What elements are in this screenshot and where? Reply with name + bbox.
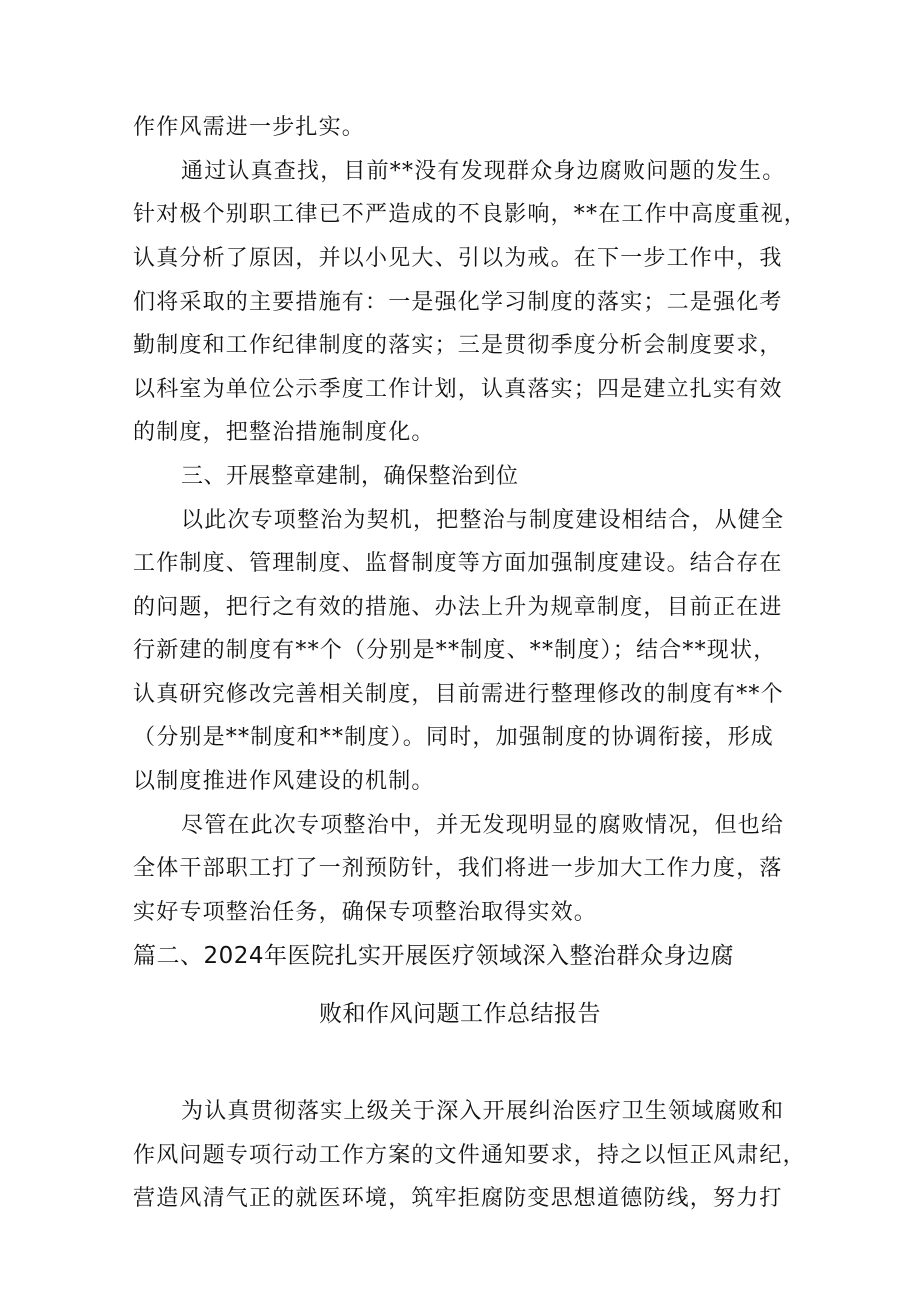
- paragraph-line: 的制度，把整治措施制度化。: [133, 420, 435, 445]
- paragraph-line: 针对极个别职工律已不严造成的不良影响，**在工作中高度重视，: [133, 202, 808, 227]
- paragraph-line: 全体干部职工打了一剂预防针，我们将进一步加大工作力度，落: [133, 856, 783, 881]
- paragraph-line: 工作制度、管理制度、监督制度等方面加强制度建设。结合存在: [133, 551, 783, 576]
- paragraph-line: 尽管在此次专项整治中，并无发现明显的腐败情况，但也给: [181, 813, 785, 838]
- paragraph-line: 以此次专项整治为契机，把整治与制度建设相结合，从健全: [181, 508, 785, 533]
- paragraph-line: 行新建的制度有**个（分别是**制度、**制度）；结合**现状，: [133, 638, 777, 663]
- paragraph-line: 作风问题专项行动工作方案的文件通知要求，持之以恒正风肃纪，: [133, 1143, 806, 1168]
- paragraph-line: 通过认真查找，目前**没有发现群众身边腐败问题的发生。: [181, 159, 786, 184]
- article-title-line-2: 败和作风问题工作总结报告: [319, 1001, 601, 1027]
- paragraph-line: 为认真贯彻落实上级关于深入开展纠治医疗卫生领域腐败和: [181, 1099, 785, 1124]
- paragraph-line: 实好专项整治任务，确保专项整治取得实效。: [133, 900, 598, 925]
- paragraph-line: 作作风需进一步扎实。: [133, 115, 366, 140]
- paragraph-line: 认真分析了原因，并以小见大、引以为戒。在下一步工作中，我: [133, 246, 783, 271]
- section-heading: 三、开展整章建制，确保整治到位: [181, 464, 519, 489]
- paragraph-line: 以制度推进作风建设的机制。: [133, 769, 435, 794]
- paragraph-line: 营造风清气正的就医环境，筑牢拒腐防变思想道德防线，努力打: [133, 1186, 783, 1211]
- paragraph-line: 认真研究修改完善相关制度，目前需进行整理修改的制度有**个: [133, 682, 784, 707]
- paragraph-line: 勤制度和工作纪律制度的落实；三是贯彻季度分析会制度要求，: [133, 333, 783, 358]
- article-title-line-1: 篇二、2024年医院扎实开展医疗领域深入整治群众身边腐: [133, 943, 735, 969]
- paragraph-line: 以科室为单位公示季度工作计划，认真落实；四是建立扎实有效: [133, 377, 783, 402]
- paragraph-line: 们将采取的主要措施有：一是强化学习制度的落实；二是强化考: [133, 290, 783, 315]
- paragraph-line: （分别是**制度和**制度）。同时，加强制度的协调衔接，形成: [133, 725, 775, 750]
- paragraph-line: 的问题，把行之有效的措施、办法上升为规章制度，目前正在进: [133, 595, 783, 620]
